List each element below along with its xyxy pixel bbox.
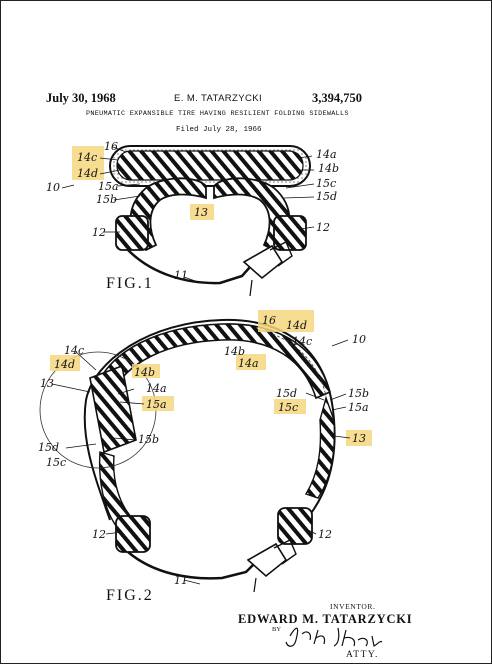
fig2-label-15b-right: 15b — [348, 387, 370, 400]
fig2-right-bead — [278, 508, 312, 544]
inventor-short-name: E. M. TATARZYCKI — [174, 93, 263, 104]
fig1-caption: FIG.1 — [106, 275, 154, 292]
fig2-valve — [248, 544, 286, 576]
atty-label: ATTY. — [346, 650, 379, 660]
fig1-left-bead — [116, 216, 148, 250]
fig1-label-15a: 15a — [98, 180, 119, 193]
fig2-label-14b-left: 14b — [134, 366, 156, 379]
fig1-label-14a: 14a — [316, 148, 337, 161]
by-label: BY — [272, 626, 282, 633]
fig2-caption: FIG.2 — [106, 587, 154, 604]
fig2-label-14d: 14d — [286, 319, 308, 332]
fig1-label-15d: 15d — [316, 190, 338, 203]
fig1-label-15c: 15c — [316, 177, 337, 190]
fig2-label-14b-top: 14b — [224, 345, 246, 358]
fig2-label-16: 16 — [262, 314, 276, 327]
figure-1 — [46, 140, 339, 296]
fig1-label-16: 16 — [104, 140, 118, 153]
fig2-label-10: 10 — [352, 333, 366, 346]
fig1-label-11: 11 — [174, 269, 188, 282]
inventor-name: EDWARD M. TATARZYCKI — [238, 612, 413, 626]
fig2-right-wall — [306, 398, 334, 498]
fig2-label-12-right: 12 — [318, 528, 332, 541]
filed-date: Filed July 28, 1966 — [176, 126, 262, 134]
fig1-label-12-right: 12 — [316, 221, 330, 234]
fig2-label-14c-top: 14c — [292, 335, 313, 348]
fig2-label-15c-left: 15c — [46, 456, 67, 469]
fig2-label-15b-left: 15b — [138, 433, 160, 446]
fig2-label-15a-left: 15a — [146, 398, 167, 411]
fig2-label-13-left: 13 — [40, 377, 54, 390]
fig1-label-12-left: 12 — [92, 226, 106, 239]
patent-number: 3,394,750 — [312, 91, 362, 105]
fig2-label-14d-left: 14d — [54, 358, 76, 371]
fig2-label-14a-left: 14a — [146, 382, 167, 395]
fig2-label-15d-right: 15d — [276, 387, 298, 400]
fig1-label-15b: 15b — [96, 193, 118, 206]
fig2-label-11: 11 — [174, 574, 188, 587]
attorney-signature — [286, 628, 382, 646]
fig2-label-15c-right: 15c — [278, 401, 299, 414]
fig1-label-10: 10 — [46, 181, 60, 194]
fig1-label-13: 13 — [194, 206, 208, 219]
fig1-tread-hatch — [117, 151, 303, 180]
fig2-label-14a-top: 14a — [238, 357, 259, 370]
inventor-caption: INVENTOR. — [330, 602, 376, 611]
fig1-label-14d: 14d — [77, 167, 99, 180]
patent-date: July 30, 1968 — [46, 91, 116, 105]
fig2-label-15a-right: 15a — [348, 401, 369, 414]
fig1-label-14c: 14c — [77, 151, 98, 164]
fig2-label-12-left: 12 — [92, 528, 106, 541]
fig2-left-bead — [116, 516, 150, 552]
figure-2 — [38, 310, 372, 604]
fig2-label-14c-left: 14c — [64, 344, 85, 357]
fig1-label-14b: 14b — [318, 162, 340, 175]
patent-title: PNEUMATIC EXPANSIBLE TIRE HAVING RESILIENT FOLDING SIDEWALLS — [86, 110, 349, 118]
fig2-label-13-right: 13 — [352, 432, 366, 445]
fig1-valve — [244, 246, 282, 278]
fig2-label-15d-left: 15d — [38, 441, 60, 454]
